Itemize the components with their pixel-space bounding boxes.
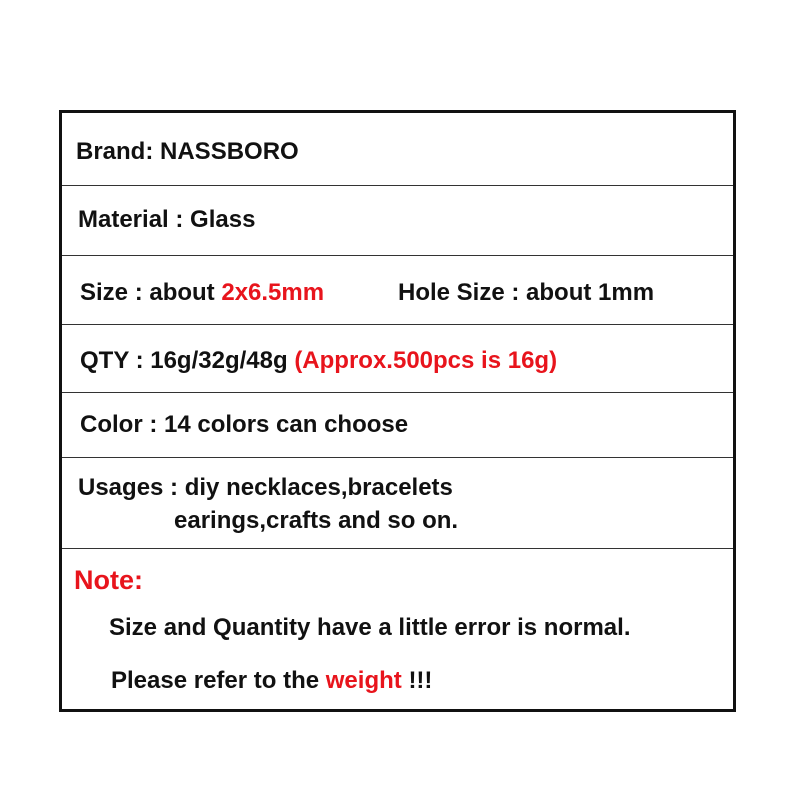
brand-value: NASSBORO (160, 138, 299, 165)
material-label: Material : (78, 206, 184, 233)
note-line-2 (111, 667, 432, 695)
usages-label: Usages : (78, 474, 179, 501)
qty-label: QTY : (80, 347, 144, 374)
usages-value-1: diy necklaces,bracelets (184, 474, 453, 501)
product-spec-table (59, 110, 736, 712)
qty-value: 16g/32g/48g (150, 347, 288, 374)
color-label: Color : (80, 411, 158, 438)
note-line-2-prefix: Please refer to the (111, 667, 320, 694)
brand-row (62, 113, 733, 186)
color-text (80, 411, 408, 439)
color-row (62, 393, 733, 458)
color-value: 14 colors can choose (164, 411, 409, 438)
size-row (62, 256, 733, 325)
usages-line2: earings,crafts and so on. (174, 507, 459, 534)
note-title: Note: (74, 565, 143, 595)
note-line-2-suffix: !!! (408, 667, 433, 694)
qty-row (62, 325, 733, 393)
hole-size-label: Hole Size : about (398, 279, 592, 306)
brand-text (76, 138, 299, 166)
usages-row (62, 458, 733, 549)
hole-size-value: 1mm (598, 279, 655, 306)
material-row (62, 186, 733, 256)
qty-text (80, 347, 557, 375)
brand-label: Brand: (76, 138, 154, 165)
usages-line1 (78, 474, 453, 502)
note-weight-highlight: weight (325, 667, 402, 694)
size-label: Size : about (80, 279, 215, 306)
size-value: 2x6.5mm (221, 279, 325, 306)
material-text (78, 206, 255, 234)
size-text (80, 279, 324, 307)
hole-size-text (398, 279, 654, 307)
material-value: Glass (190, 206, 256, 233)
note-line-1: Size and Quantity have a little error is normal. (109, 614, 631, 641)
qty-approx: (Approx.500pcs is 16g) (294, 347, 558, 374)
